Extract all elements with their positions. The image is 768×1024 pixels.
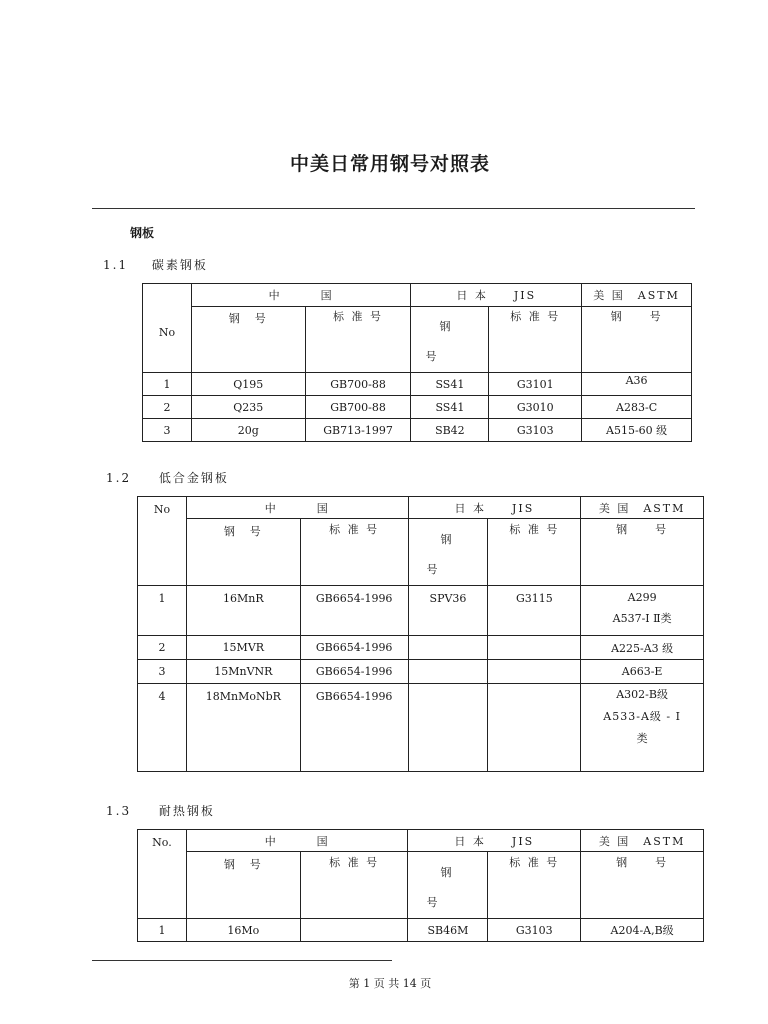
table-row: [138, 660, 704, 684]
table-heat-resistant-steel: [137, 829, 704, 942]
table-row: [143, 419, 692, 442]
header-china: 中 国: [186, 497, 408, 519]
header-jp-steel: [411, 307, 489, 373]
header-jp-steel-a: 钢: [439, 320, 453, 333]
cell-cn-std: GB700-88: [305, 396, 411, 419]
cell-us-steel: A204-A,B级: [581, 919, 704, 942]
cell-jp-std: G3101: [489, 373, 582, 396]
table-row: [138, 586, 704, 636]
cell-jp-steel: [408, 684, 488, 772]
cell-jp-steel: SS41: [411, 396, 489, 419]
cell-cn-steel: 18MnMoNbR: [186, 684, 300, 772]
cell-cn-steel: 16MnR: [186, 586, 300, 636]
subsection-title: 耐热钢板: [158, 804, 215, 818]
table-row: [138, 684, 704, 772]
table-carbon-steel: [142, 283, 692, 442]
subsection-heading-1-2: [106, 469, 229, 486]
cell-cn-steel: 15MnVNR: [186, 660, 300, 684]
cell-jp-std: [488, 660, 581, 684]
header-usa: 美 国 ASTM: [581, 830, 704, 852]
header-cn-std: 标 准 号: [305, 307, 411, 373]
cell-jp-std: G3103: [488, 919, 581, 942]
subsection-title: 碳素钢板: [151, 258, 208, 272]
header-rule: [92, 208, 695, 209]
header-cn-steel: 钢 号: [186, 519, 300, 586]
page-title: 中美日常用钢号对照表: [289, 153, 490, 175]
cell-us-steel-line2: A537-Ⅰ Ⅱ类: [612, 612, 672, 625]
cell-no: 3: [138, 660, 187, 684]
cell-cn-std: GB700-88: [305, 373, 411, 396]
header-usa: 美 国 ASTM: [581, 497, 704, 519]
cell-cn-steel: Q195: [191, 373, 305, 396]
header-cn-steel: 钢 号: [186, 852, 300, 919]
cell-us-steel-line1: A302-B级: [616, 688, 668, 701]
header-cn-std: 标 准 号: [300, 852, 408, 919]
subsection-number: 1.3: [106, 804, 132, 818]
cell-cn-steel: 20g: [191, 419, 305, 442]
cell-no: 1: [138, 919, 187, 942]
cell-jp-steel: SB42: [411, 419, 489, 442]
cell-jp-steel: SS41: [411, 373, 489, 396]
cell-cn-steel: Q235: [191, 396, 305, 419]
cell-jp-std: [488, 684, 581, 772]
header-jp-steel-a: 钢: [440, 866, 454, 879]
subsection-number: 1.2: [106, 471, 132, 485]
cell-no: 2: [138, 636, 187, 660]
cell-cn-std: GB6654-1996: [300, 586, 408, 636]
footer-rule: [92, 960, 392, 961]
header-us-steel: 钢 号: [581, 852, 704, 919]
table-row: [143, 396, 692, 419]
cell-us-steel: A225-A3 级: [581, 636, 704, 660]
cell-us-steel: [581, 684, 704, 772]
header-japan: 日 本 JIS: [408, 497, 581, 519]
cell-no: 3: [143, 419, 192, 442]
header-jp-steel-b: 号: [425, 350, 439, 363]
cell-cn-std: GB6654-1996: [300, 636, 408, 660]
cell-us-steel: A283-C: [582, 396, 692, 419]
cell-jp-std: G3103: [489, 419, 582, 442]
header-jp-std: 标 准 号: [488, 519, 581, 586]
cell-no: 4: [138, 684, 187, 772]
page-number: 第 1 页 共 14 页: [348, 977, 432, 990]
header-no: No.: [138, 830, 187, 919]
header-jp-steel-b: 号: [426, 563, 440, 576]
header-no: No: [138, 497, 187, 586]
header-us-steel: 钢 号: [581, 519, 704, 586]
header-jp-steel-a: 钢: [440, 533, 454, 546]
header-jp-steel: [408, 519, 488, 586]
cell-cn-steel: 15MVR: [186, 636, 300, 660]
table-row: [138, 919, 704, 942]
subsection-title: 低合金钢板: [158, 471, 229, 485]
cell-jp-std: G3010: [489, 396, 582, 419]
cell-us-steel: A663-E: [581, 660, 704, 684]
header-us-steel: 钢 号: [582, 307, 692, 373]
header-cn-std: 标 准 号: [300, 519, 408, 586]
section-heading: 钢板: [130, 226, 155, 240]
header-china: 中 国: [191, 284, 411, 307]
cell-us-steel: [581, 586, 704, 636]
table-row: [143, 373, 692, 396]
header-jp-std: 标 准 号: [489, 307, 582, 373]
subsection-heading-1-3: [106, 802, 215, 819]
cell-jp-steel: [408, 660, 488, 684]
cell-us-steel-line1: A299: [627, 591, 657, 604]
header-china: 中 国: [186, 830, 408, 852]
cell-cn-std: [300, 919, 408, 942]
cell-cn-std: GB6654-1996: [300, 660, 408, 684]
cell-cn-std: GB6654-1996: [300, 684, 408, 772]
header-jp-steel: [408, 852, 488, 919]
header-japan: 日 本 JIS: [411, 284, 582, 307]
cell-us-steel: A36: [582, 373, 692, 396]
cell-us-steel: A515-60 级: [582, 419, 692, 442]
subsection-number: 1.1: [103, 258, 129, 272]
cell-cn-std: GB713-1997: [305, 419, 411, 442]
cell-jp-steel: [408, 636, 488, 660]
subsection-heading-1-1: [103, 256, 208, 273]
header-usa: 美 国 ASTM: [582, 284, 692, 307]
cell-no: 1: [138, 586, 187, 636]
cell-jp-std: [488, 636, 581, 660]
header-jp-steel-b: 号: [426, 896, 440, 909]
table-low-alloy-steel: [137, 496, 704, 772]
cell-jp-steel: SPV36: [408, 586, 488, 636]
header-cn-steel: 钢 号: [191, 307, 305, 373]
header-jp-std: 标 准 号: [488, 852, 581, 919]
cell-no: 2: [143, 396, 192, 419]
table-row: [138, 636, 704, 660]
cell-us-steel-line2: A533-A级 - I: [603, 710, 681, 723]
cell-cn-steel: 16Mo: [186, 919, 300, 942]
cell-jp-std: G3115: [488, 586, 581, 636]
header-japan: 日 本 JIS: [408, 830, 581, 852]
cell-jp-steel: SB46M: [408, 919, 488, 942]
cell-us-steel-line3: 类: [636, 732, 648, 745]
header-no: No: [143, 284, 192, 373]
cell-no: 1: [143, 373, 192, 396]
